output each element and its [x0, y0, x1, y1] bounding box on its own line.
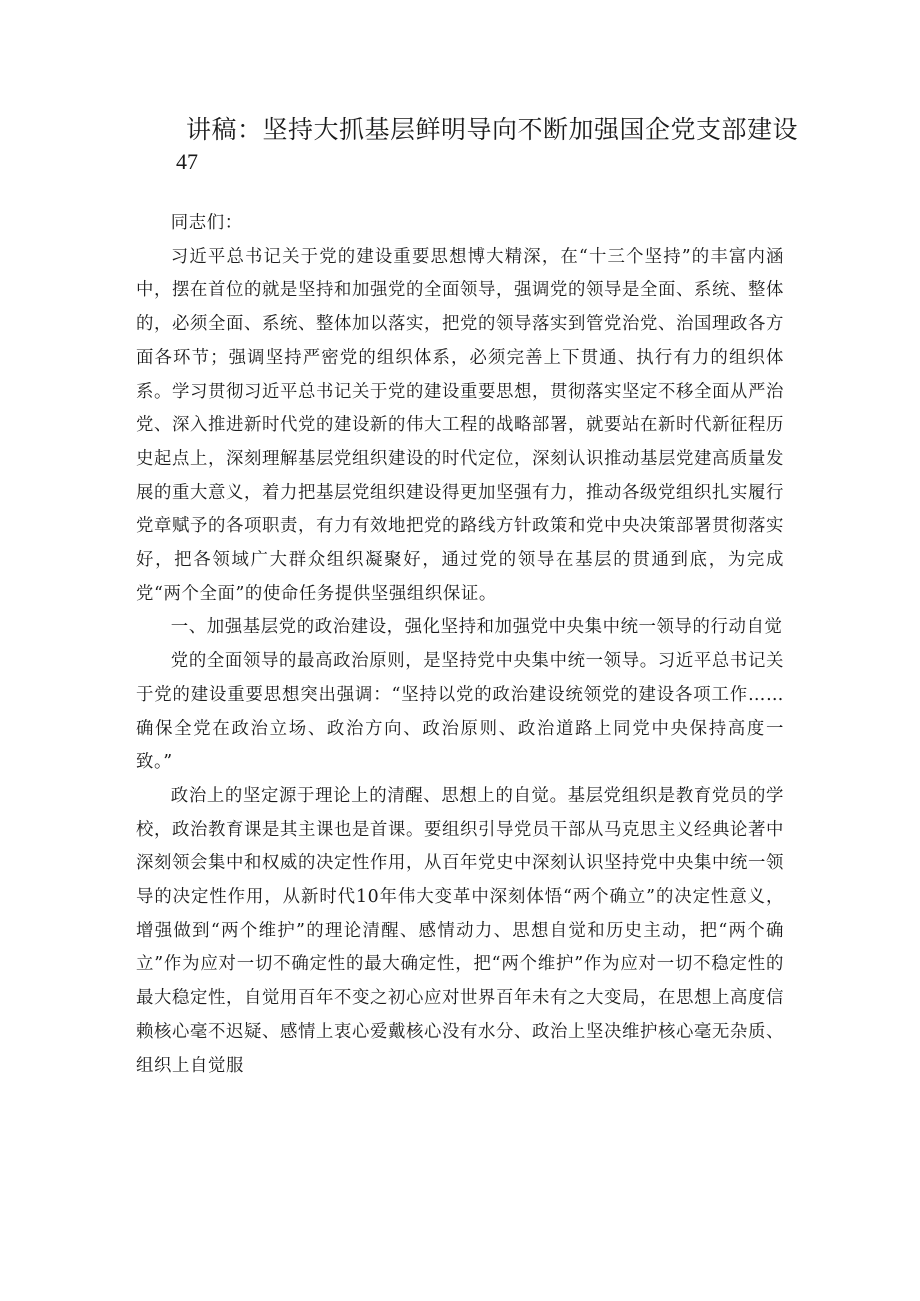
salutation: 同志们： — [170, 213, 243, 233]
section-heading-1: 一、加强基层党的政治建设，强化坚持和加强党中央集中统一领导的行动自觉 — [170, 617, 783, 638]
document-title: 讲稿：坚持大抓基层鲜明导向不断加强国企党支部建设 — [186, 115, 799, 144]
paragraph-principle: 党的全面领导的最高政治原则，是坚持党中央集中统一领导。习近平总书记关于党的建设重要思想突出强调：“坚持以党的政治建设统领党的建设各项工作……确保全党在政治立场、政治方向、政治原则、政治道路上同党中央保持高度一致。” — [136, 651, 784, 773]
paragraph-political: 政治上的坚定源于理论上的清醒、思想上的自觉。基层党组织是教育党员的学校，政治教育课是其主课也是首课。要组织引导党员干部从马克思主义经典论著中深刻领会集中和权威的决定性作用，从百年党史中深刻认识坚持党中央集中统一领导的决定性作用，从新时代10年伟大变革中深刻体悟“两个确立”的决定性意义，增强做到“两个维护”的理论清醒、感情动力、思想自觉和历史主动，把“两个确立”作为应对一切不确定性的最大确定性，把“两个维护”作为应对一切不稳定性的最大稳定性，自觉用百年不变之初心应对世界百年未有之大变局，在思想上高度信赖核心毫不迟疑、感情上衷心爱戴核心没有水分、政治上坚决维护核心毫无杂质、组织上自觉服 — [136, 785, 784, 1076]
document-title-number: 47 — [176, 149, 198, 174]
document-body — [136, 207, 784, 1083]
paragraph-intro: 习近平总书记关于党的建设重要思想博大精深，在“十三个坚持”的丰富内涵中，摆在首位的就是坚持和加强党的全面领导，强调党的领导是全面、系统、整体的，必须全面、系统、整体加以落实，把党的领导落实到管党治党、治国理政各方面各环节；强调坚持严密党的组织体系，必须完善上下贯通、执行有力的组织体系。学习贯彻习近平总书记关于党的建设重要思想，贯彻落实坚定不移全面从严治党、深入推进新时代党的建设新的伟大工程的战略部署，就要站在新时代新征程历史起点上，深刻理解基层党组织建设的时代定位，深刻认识推动基层党建高质量发展的重大意义，着力把基层党组织建设得更加坚强有力，推动各级党组织扎实履行党章赋予的各项职责，有力有效地把党的路线方针政策和党中央决策部署贯彻落实好，把各领域广大群众组织凝聚好，通过党的领导在基层的贯通到底，为完成党“两个全面”的使命任务提供坚强组织保证。 — [136, 246, 784, 604]
